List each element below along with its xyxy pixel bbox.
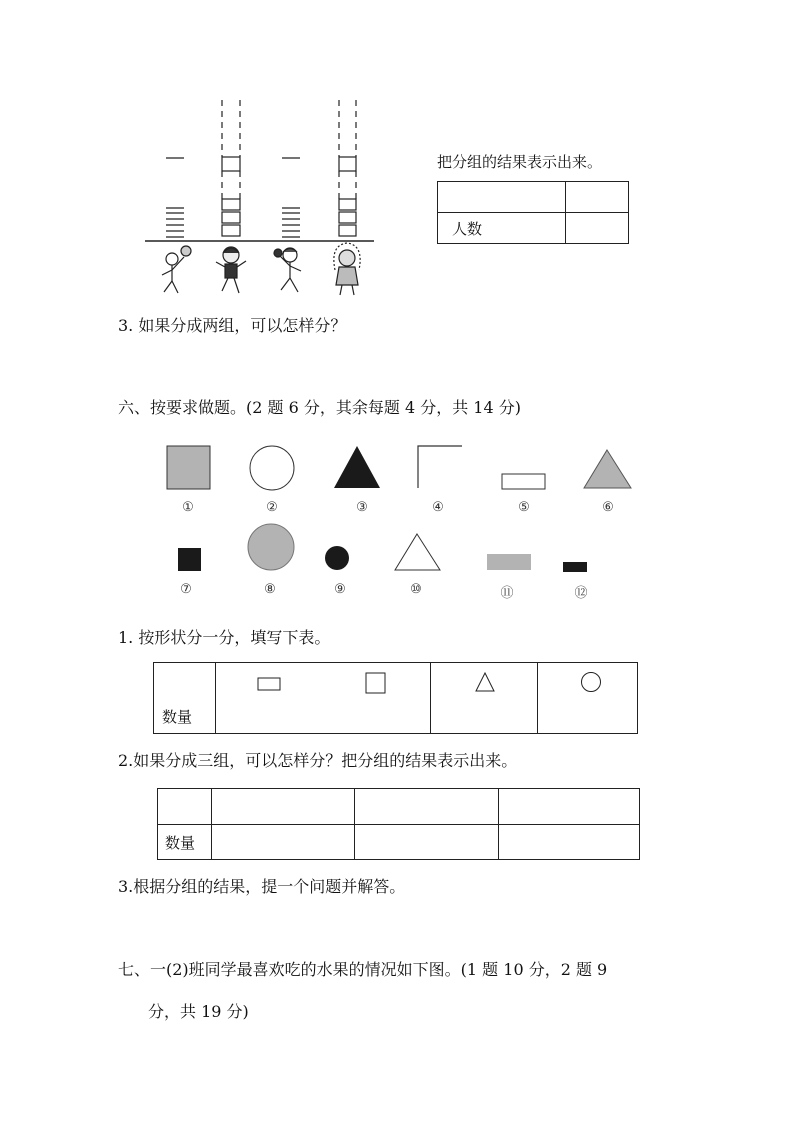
shape-4-corner — [418, 446, 462, 488]
table-row-label: 数量 — [154, 663, 216, 734]
table-cell[interactable] — [566, 182, 629, 213]
kid-basketball-icon — [162, 246, 191, 293]
shape-11-gray-rectangle — [487, 554, 531, 570]
table-cell[interactable] — [212, 825, 355, 860]
column-3-marks — [282, 158, 300, 237]
kid-jumprope-icon — [334, 243, 360, 295]
shape-9-black-circle — [325, 546, 349, 570]
triangle-icon — [431, 663, 537, 733]
shape-label-11: ⑪ — [500, 586, 514, 601]
question-6-2: 2.如果分成三组，可以怎样分？把分组的结果表示出来。 — [118, 751, 518, 770]
shape-10-white-triangle — [395, 534, 440, 570]
table-cell[interactable] — [438, 182, 566, 213]
kid-jumping-icon — [216, 247, 246, 293]
shape-12-black-rectangle — [563, 562, 587, 572]
table-cell[interactable] — [566, 213, 629, 244]
circle-cell[interactable] — [538, 663, 638, 734]
shape-label-5: ⑤ — [518, 500, 530, 515]
column-1-marks — [166, 158, 184, 237]
pictograph-table — [437, 181, 629, 244]
table-cell[interactable] — [499, 789, 640, 825]
section-7-title-line1: 七、一(2)班同学最喜欢吃的水果的情况如下图。(1 题 10 分，2 题 9 — [118, 960, 608, 979]
shape-label-4: ④ — [432, 500, 444, 515]
shape-1-gray-square — [167, 446, 210, 489]
shape-5-white-rectangle — [502, 474, 545, 489]
shape-3-black-triangle — [334, 446, 380, 488]
shape-label-10: ⑩ — [410, 582, 422, 597]
table-cell[interactable] — [355, 825, 499, 860]
shape-label-9: ⑨ — [334, 582, 346, 597]
question-6-1: 1. 按形状分一分，填写下表。 — [118, 628, 331, 647]
circle-icon — [538, 663, 646, 733]
shape-label-7: ⑦ — [180, 582, 192, 597]
rect-square-icons — [216, 663, 430, 733]
shape-label-1: ① — [182, 500, 194, 515]
table-row-label: 人数 — [438, 213, 566, 244]
pictograph-caption: 把分组的结果表示出来。 — [437, 153, 603, 171]
shape-label-8: ⑧ — [264, 582, 276, 597]
shape-8-gray-circle — [248, 524, 294, 570]
table-cell[interactable] — [355, 789, 499, 825]
table-cell[interactable] — [499, 825, 640, 860]
shape-label-12: ⑫ — [574, 586, 588, 601]
shape-7-black-square — [178, 548, 201, 571]
shape-label-3: ③ — [356, 500, 368, 515]
table-cell[interactable] — [158, 789, 212, 825]
table-row-label: 数量 — [158, 825, 212, 860]
shape-label-6: ⑥ — [602, 500, 614, 515]
question-6-3: 3.根据分组的结果，提一个问题并解答。 — [118, 877, 406, 896]
shape-6-gray-triangle — [584, 450, 631, 488]
section-7-title-line2: 分，共 19 分) — [148, 1002, 249, 1021]
kid-pingpong-icon — [274, 248, 301, 292]
column-4-boxes — [339, 100, 356, 236]
three-group-table — [157, 788, 640, 860]
column-2-boxes — [222, 100, 240, 236]
pictograph-chart — [140, 95, 380, 305]
rectangle-square-cell[interactable] — [216, 663, 431, 734]
triangle-cell[interactable] — [431, 663, 538, 734]
shape-count-table — [153, 662, 638, 734]
shape-2-white-circle — [250, 446, 294, 490]
table-cell[interactable] — [212, 789, 355, 825]
section-6-title: 六、按要求做题。(2 题 6 分，其余每题 4 分，共 14 分) — [118, 398, 521, 417]
question-5-3: 3. 如果分成两组，可以怎样分？ — [118, 316, 347, 335]
shape-label-2: ② — [266, 500, 278, 515]
